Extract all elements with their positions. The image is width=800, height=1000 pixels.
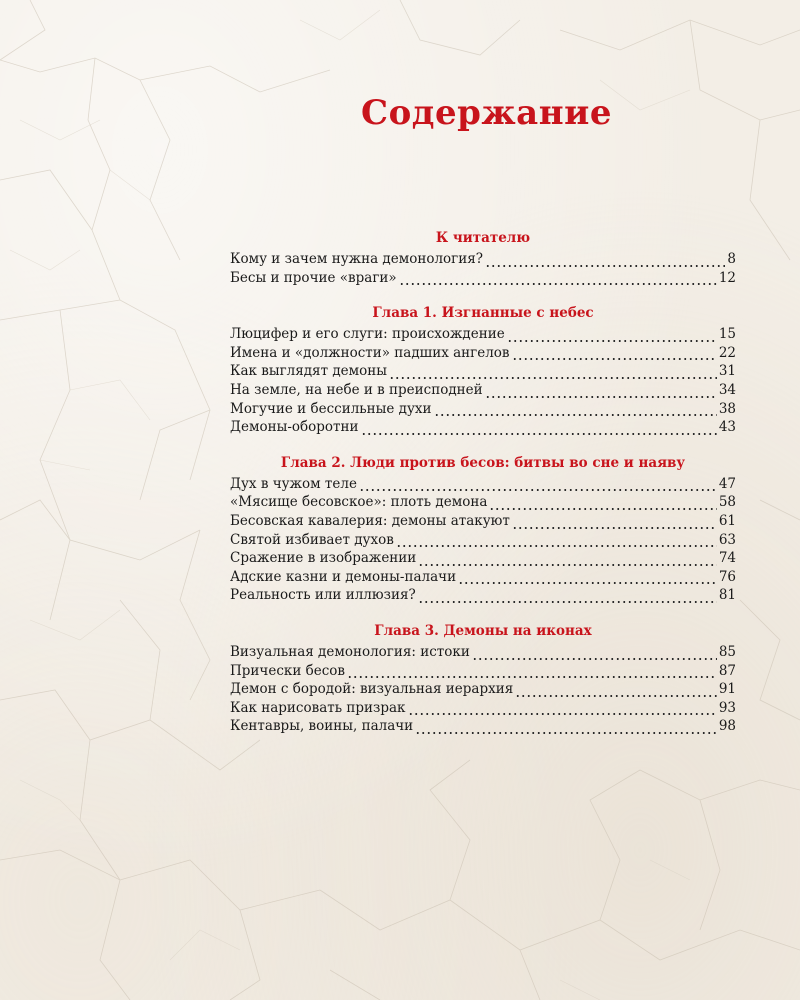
toc-section-chapter-3 — [230, 621, 736, 736]
toc-entry[interactable] — [230, 493, 736, 512]
entry-title: Могучие и бессильные духи — [230, 400, 432, 417]
dot-leader — [485, 386, 717, 400]
dot-leader — [399, 273, 717, 287]
entry-page-number: 61 — [718, 512, 736, 529]
entry-title: Как нарисовать призрак — [230, 699, 406, 716]
section-heading: Глава 3. Демоны на иконах — [374, 622, 592, 639]
toc-entry[interactable] — [230, 250, 736, 269]
toc-section-chapter-2 — [230, 453, 736, 605]
entry-page-number: 38 — [718, 400, 736, 417]
entry-page-number: 98 — [718, 718, 736, 735]
dot-leader — [408, 703, 717, 717]
entry-page-number: 8 — [727, 251, 736, 267]
entry-title: Бесовская кавалерия: демоны атакуют — [230, 512, 510, 529]
entry-page-number: 85 — [718, 643, 736, 660]
toc-section-intro — [230, 228, 736, 287]
toc-entry[interactable] — [230, 475, 736, 494]
entry-title: Кому и зачем нужна демонология? — [230, 251, 483, 267]
dot-leader — [418, 591, 717, 605]
toc-entry[interactable] — [230, 586, 736, 605]
toc-entry[interactable] — [230, 512, 736, 531]
entry-page-number: 31 — [718, 363, 736, 380]
dot-leader — [512, 517, 717, 531]
entry-page-number: 34 — [718, 381, 736, 398]
toc-entry[interactable] — [230, 568, 736, 587]
dot-leader — [361, 423, 717, 437]
toc-entry[interactable] — [230, 717, 736, 736]
entry-title: Демоны-оборотни — [230, 419, 359, 436]
entry-title: Бесы и прочие «враги» — [230, 269, 397, 286]
entry-title: Сражение в изображении — [230, 550, 417, 567]
section-heading: К читателю — [435, 230, 531, 246]
dot-leader — [472, 648, 717, 662]
entry-page-number: 74 — [718, 550, 736, 567]
entry-page-number: 91 — [718, 681, 736, 698]
dot-leader — [515, 685, 717, 699]
section-heading: Глава 1. Изгнанные с небес — [372, 305, 594, 322]
entry-title: Демон с бородой: визуальная иерархия — [230, 681, 514, 698]
entry-page-number: 22 — [718, 344, 736, 361]
toc-entry[interactable] — [230, 549, 736, 568]
section-heading: Глава 2. Люди против бесов: битвы во сне и наяву — [280, 454, 686, 471]
toc-entry[interactable] — [230, 662, 736, 681]
toc-entry[interactable] — [230, 531, 736, 550]
toc-entry[interactable] — [230, 418, 736, 437]
toc-entry[interactable] — [230, 400, 736, 419]
entry-page-number: 93 — [718, 699, 736, 716]
dot-leader — [434, 404, 717, 418]
entry-page-number: 76 — [718, 568, 736, 585]
entry-page-number: 87 — [718, 662, 736, 679]
toc-entry[interactable] — [230, 269, 736, 288]
entry-page-number: 47 — [718, 475, 736, 492]
entry-page-number: 12 — [718, 269, 736, 286]
toc-entry[interactable] — [230, 699, 736, 718]
entry-page-number: 58 — [718, 494, 736, 511]
entry-title: Визуальная демонология: истоки — [230, 643, 470, 660]
dot-leader — [415, 722, 717, 736]
entry-page-number: 43 — [718, 419, 736, 436]
entry-title: Кентавры, воины, палачи — [230, 718, 414, 735]
dot-leader — [418, 554, 717, 568]
dot-leader — [359, 479, 717, 493]
toc-section-chapter-1 — [230, 303, 736, 437]
entry-title: Адские казни и демоны-палачи — [230, 568, 457, 585]
entry-page-number: 63 — [718, 531, 736, 548]
entry-title: Как выглядят демоны — [230, 363, 387, 380]
entry-title: Люцифер и его слуги: происхождение — [230, 326, 505, 343]
page-title: Содержание — [361, 93, 612, 133]
entry-title: Святой избивает духов — [230, 531, 394, 548]
table-of-contents — [230, 228, 736, 752]
toc-entry[interactable] — [230, 344, 736, 363]
entry-title: Реальность или иллюзия? — [230, 587, 416, 604]
toc-entry[interactable] — [230, 643, 736, 662]
dot-leader — [458, 572, 717, 586]
entry-title: Дух в чужом теле — [230, 475, 357, 492]
entry-page-number: 81 — [718, 587, 736, 604]
toc-entry[interactable] — [230, 362, 736, 381]
dot-leader — [512, 348, 717, 362]
toc-entry[interactable] — [230, 680, 736, 699]
toc-entry[interactable] — [230, 381, 736, 400]
toc-entry[interactable] — [230, 325, 736, 344]
dot-leader — [396, 535, 717, 549]
entry-title: На земле, на небе и в преисподней — [230, 381, 483, 398]
entry-page-number: 15 — [718, 326, 736, 343]
dot-leader — [389, 367, 717, 381]
entry-title: «Мясище бесовское»: плоть демона — [230, 494, 488, 511]
dot-leader — [347, 666, 717, 680]
dot-leader — [507, 330, 717, 344]
entry-title: Прически бесов — [230, 662, 346, 679]
entry-title: Имена и «должности» падших ангелов — [230, 344, 510, 361]
dot-leader — [485, 255, 725, 269]
dot-leader — [489, 498, 716, 512]
